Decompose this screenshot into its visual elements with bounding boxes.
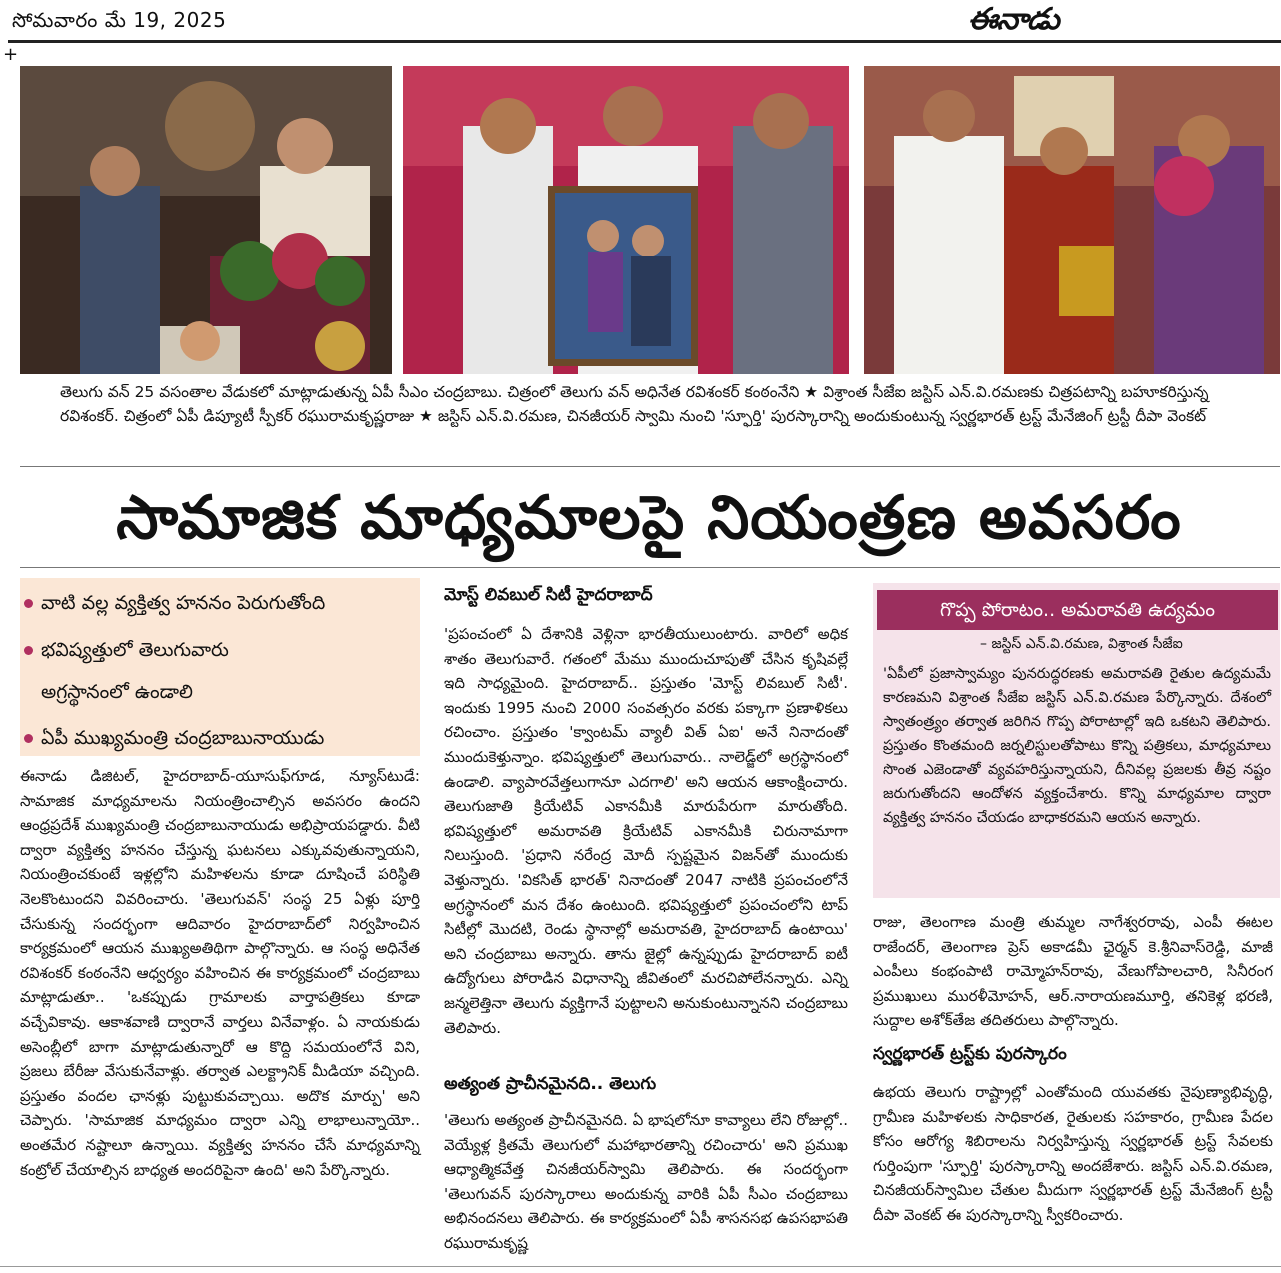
article-column-2-continued: 'తెలుగు అత్యంత ప్రాచీనమైనది. ఏ భాషలోనూ కావ్యాలు లేని రోజుల్లో.. వెయ్యేళ్ల క్రితమే తెలుగులో మహాభారతాన్ని రచించారు' అని ప్రముఖ ఆధ్యాత్మికవేత్త చినజీయర్‌స్వామి తెలిపారు. ఈ సందర్భంగా 'తెలుగువన్‌ పురస్కారాలు అందుకున్న వారికి ఏపీ సీఎం చంద్రబాబు అభినందనలు తెలిపారు. ఈ కార్యక్రమంలో ఏపీ శాసనసభ ఉపసభాపతి రఘురామకృష్ణ — [444, 1111, 848, 1252]
article-column-3-continued: ఉభయ తెలుగు రాష్ట్రాల్లో ఎంతోమంది యువతకు నైపుణ్యాభివృద్ధి, గ్రామీణ మహిళలకు సాధికారత, రైతులకు సహకారం, గ్రామీణ పేదల కోసం ఆరోగ్య శిబిరాలను నిర్వహిస్తున్న స్వర్ణభారత్‌ ట్రస్ట్‌ సేవలకు గుర్తింపుగా 'స్ఫూర్తి' పురస్కారాన్ని అందజేశారు. జస్టిస్‌ ఎన్‌.వి.రమణ, చినజీయర్‌స్వామిల చేతుల మీదుగా స్వర్ణభారత్‌ ట్రస్ట్‌ మేనేజింగ్‌ ట్రస్టీ దీపా వెంకట్‌ ఈ పురస్కారాన్ని స్వీకరించారు. — [873, 1083, 1273, 1224]
page-bottom-rule — [0, 1266, 1281, 1267]
subheading-swarna-bharat: స్వర్ణభారత్‌ ట్రస్ట్‌కు పురస్కారం — [873, 1044, 1067, 1064]
sidebar-attribution: – జస్టిస్‌ ఎన్‌.వి.రమణ, విశ్రాంత సీజేఐ — [980, 636, 1183, 652]
divider — [20, 567, 1280, 568]
bullet-icon — [24, 734, 33, 743]
portrait-gift-photo — [403, 66, 849, 374]
award-ceremony-photo — [864, 66, 1280, 374]
highlight-item: ఏపీ ముఖ్యమంత్రి చంద్రబాబునాయుడు — [24, 724, 324, 752]
article-column-3: రాజు, తెలంగాణ మంత్రి తుమ్మల నాగేశ్వరరావు, ఎంపీ ఈటల రాజేందర్‌, తెలంగాణ ప్రెస్‌ అకాడమీ ఛైర్మన్‌ కె.శ్రీనివాస్‌రెడ్డి, మాజీ ఎంపీలు కంభంపాటి రామ్మోహన్‌రావు, వేణుగోపాలచారి, సినీరంగ ప్రముఖులు మురళీమోహన్‌, ఆర్‌.నారాయణమూర్తి, తనికెళ్ల భరణి, సుద్దాల అశోక్‌తేజ తదితరులు పాల్గొన్నారు. — [873, 913, 1273, 1030]
article-column-1: ఈనాడు డిజిటల్‌, హైదరాబాద్‌-యూసుఫ్‌గూడ, న్యూస్‌టుడే: సామాజిక మాధ్యమాలను నియంత్రించాల్సిన అవసరం ఉందని ఆంధ్రప్రదేశ్‌ ముఖ్యమంత్రి చంద్రబాబునాయుడు అభిప్రాయపడ్డారు. వీటి ద్వారా వ్యక్తిత్వ హననం చేస్తున్న ఘటనలు ఎక్కువవుతున్నాయని, నియంత్రించకుంటే ఇళ్లల్లోని మహిళలను కూడా దూషించే పరిస్థితి నెలకొంటుందని వివరించారు. 'తెలుగువన్‌' సంస్థ 25 ఏళ్లు పూర్తి చేసుకున్న సందర్భంగా ఆదివారం హైదరాబాద్‌లో నిర్వహించిన కార్యక్రమంలో ఆయన ముఖ్యఅతిథిగా పాల్గొన్నారు. ఆ సంస్థ అధినేత రవిశంకర్‌ కంఠంనేని ఆధ్వర్యం వహించిన ఈ కార్యక్రమంలో చంద్రబాబు మాట్లాడుతూ.. 'ఒకప్పుడు గ్రామాలకు వార్తాపత్రికలు కూడా వచ్చేవికావు. ఆకాశవాణి ద్వారానే వార్తలు వినేవాళ్లం. ఏ నాయకుడు అసెంబ్లీలో బాగా మాట్లాడుతున్నారో ఆ కొద్ది సమయంలోనే విని, ప్రజలు బేరీజు వేసుకునేవాళ్లు. తర్వాత ఎలక్ట్రానిక్‌ మీడియా వచ్చింది. ప్రస్తుతం వందల ఛానళ్లు పుట్టుకువచ్చాయి. అదొక మార్పు' అని చెప్పారు. 'సామాజిక మాధ్యమం ద్వారా ఎన్ని లాభాలున్నాయో.. అంతమేర నష్టాలూ ఉన్నాయి. వ్యక్తిత్వ హననం చేసే మాధ్యమాన్ని కంట్రోల్‌ చేయాల్సిన బాధ్యత అందరిపైనా ఉంది' అని పేర్కొన్నారు. — [20, 767, 420, 1179]
masthead-rule — [8, 40, 1281, 43]
photo-caption: తెలుగు వన్‌ 25 వసంతాల వేడుకలో మాట్లాడుతున్న ఏపీ సీఎం చంద్రబాబు. చిత్రంలో తెలుగు వన్‌ అధినేత రవిశంకర్‌ కంఠంనేని ★ విశ్రాంత సీజేఐ జస్టిస్‌ ఎన్‌.వి.రమణకు చిత్రపటాన్ని బహూకరిస్తున్న రవిశంకర్‌. చిత్రంలో ఏపీ డిప్యూటీ స్పీకర్‌ రఘురామకృష్ణరాజు ★ జస్టిస్‌ ఎన్‌.వి.రమణ, చినజీయర్‌ స్వామి నుంచి 'స్ఫూర్తి' పురస్కారాన్ని అందుకుంటున్న స్వర్ణభారత్‌ ట్రస్ట్‌ మేనేజింగ్‌ ట్రస్టీ దీపా వెంకట్‌ — [60, 383, 1209, 425]
sidebar-title: గొప్ప పోరాటం.. అమరావతి ఉద్యమం — [877, 590, 1278, 630]
highlight-item: వాటి వల్ల వ్యక్తిత్వ హననం పెరుగుతోంది — [24, 589, 325, 617]
registration-mark-icon: + — [3, 44, 19, 65]
headline: సామాజిక మాధ్యమాలపై నియంత్రణ అవసరం — [116, 483, 1182, 553]
bullet-icon — [24, 599, 33, 608]
newspaper-logo: ఈనాడు — [968, 2, 1059, 37]
article-column-2: 'ప్రపంచంలో ఏ దేశానికి వెళ్లినా భారతీయులుంటారు. వారిలో అధిక శాతం తెలుగువారే. గతంలో మేము ముందుచూపుతో చేసిన కృషివల్లే ఇది సాధ్యమైంది. హైదరాబాద్‌.. ప్రస్తుతం 'మోస్ట్‌ లివబుల్‌ సిటీ'. ఇందుకు 1995 నుంచి 2000 సంవత్సరం వరకు పక్కాగా ప్రణాళికలు రచించాం. ప్రస్తుతం 'క్వాంటమ్‌ వ్యాలీ విత్‌ ఏఐ' అనే నినాదంతో ముందుకెళ్తున్నాం. భవిష్యత్తులో తెలుగువారు.. నాలెడ్జ్‌లో అగ్రస్థానంలో ఉండాలి. వ్యాపారవేత్తలుగానూ ఎదగాలి' అని ఆయన ఆకాంక్షించారు. తెలుగుజాతి క్రియేటివ్‌ ఎకానమీకి మారుపేరుగా మారుతోంది. భవిష్యత్తులో అమరావతి క్రియేటివ్‌ ఎకానమీకి చిరునామాగా నిలుస్తుంది. 'ప్రధాని నరేంద్ర మోదీ స్పష్టమైన విజన్‌తో ముందుకు వెళ్తున్నారు. 'వికసిత్‌ భారత్‌' నినాదంతో 2047 నాటికి ప్రపంచంలోనే అగ్రస్థానంలో మన దేశం ఉంటుంది. భవిష్యత్తులో ప్రపంచంలోని టాప్‌ సిటీల్లో మొదటి, రెండు స్థానాల్లో అమరావతి, హైదరాబాద్‌ ఉంటాయి' అని చంద్రబాబు అన్నారు. తాను జైల్లో ఉన్నప్పుడు హైదరాబాద్‌ ఐటీ ఉద్యోగులు పోరాడిన విధానాన్ని జీవితంలో మరచిపోలేనన్నారు. ఎన్ని జన్మలెత్తినా తెలుగు వ్యక్తిగానే పుట్టాలని అనుకుంటున్నానని చంద్రబాబు తెలిపారు. — [444, 625, 848, 1037]
highlight-item-continued: అగ్రస్థానంలో ఉండాలి — [41, 681, 193, 703]
issue-date: సోమవారం మే 19, 2025 — [12, 8, 227, 32]
divider — [20, 466, 1280, 467]
highlight-item: భవిష్యత్తులో తెలుగువారు — [24, 636, 229, 664]
subheading-livable-city: మోస్ట్‌ లివబుల్‌ సిటీ హైదరాబాద్‌ — [444, 585, 653, 605]
bullet-icon — [24, 646, 33, 655]
subheading-telugu-ancient: అత్యంత ప్రాచీనమైనది.. తెలుగు — [444, 1074, 657, 1094]
sidebar-text: 'ఏపీలో ప్రజాస్వామ్యం పునరుద్ధరణకు అమరావతి రైతుల ఉద్యమమే కారణమని విశ్రాంత సీజేఐ జస్టిస్‌ ఎన్‌.వి.రమణ పేర్కొన్నారు. దేశంలో స్వాతంత్ర్యం తర్వాత జరిగిన గొప్ప పోరాటాల్లో ఇది ఒకటని తెలిపారు. ప్రస్తుతం కొంతమంది జర్నలిస్టులతోపాటు కొన్ని పత్రికలు, మాధ్యమాలు సొంత ఎజెండాతో వ్యవహరిస్తున్నాయని, దీనివల్ల ప్రజలకు తీవ్ర నష్టం జరుగుతోందని ఆందోళన వ్యక్తంచేశారు. కొన్ని మాధ్యమాల ద్వారా వ్యక్తిత్వ హననం చేయడం బాధాకరమని ఆయన అన్నారు. — [883, 666, 1271, 826]
speech-podium-photo — [20, 66, 392, 374]
